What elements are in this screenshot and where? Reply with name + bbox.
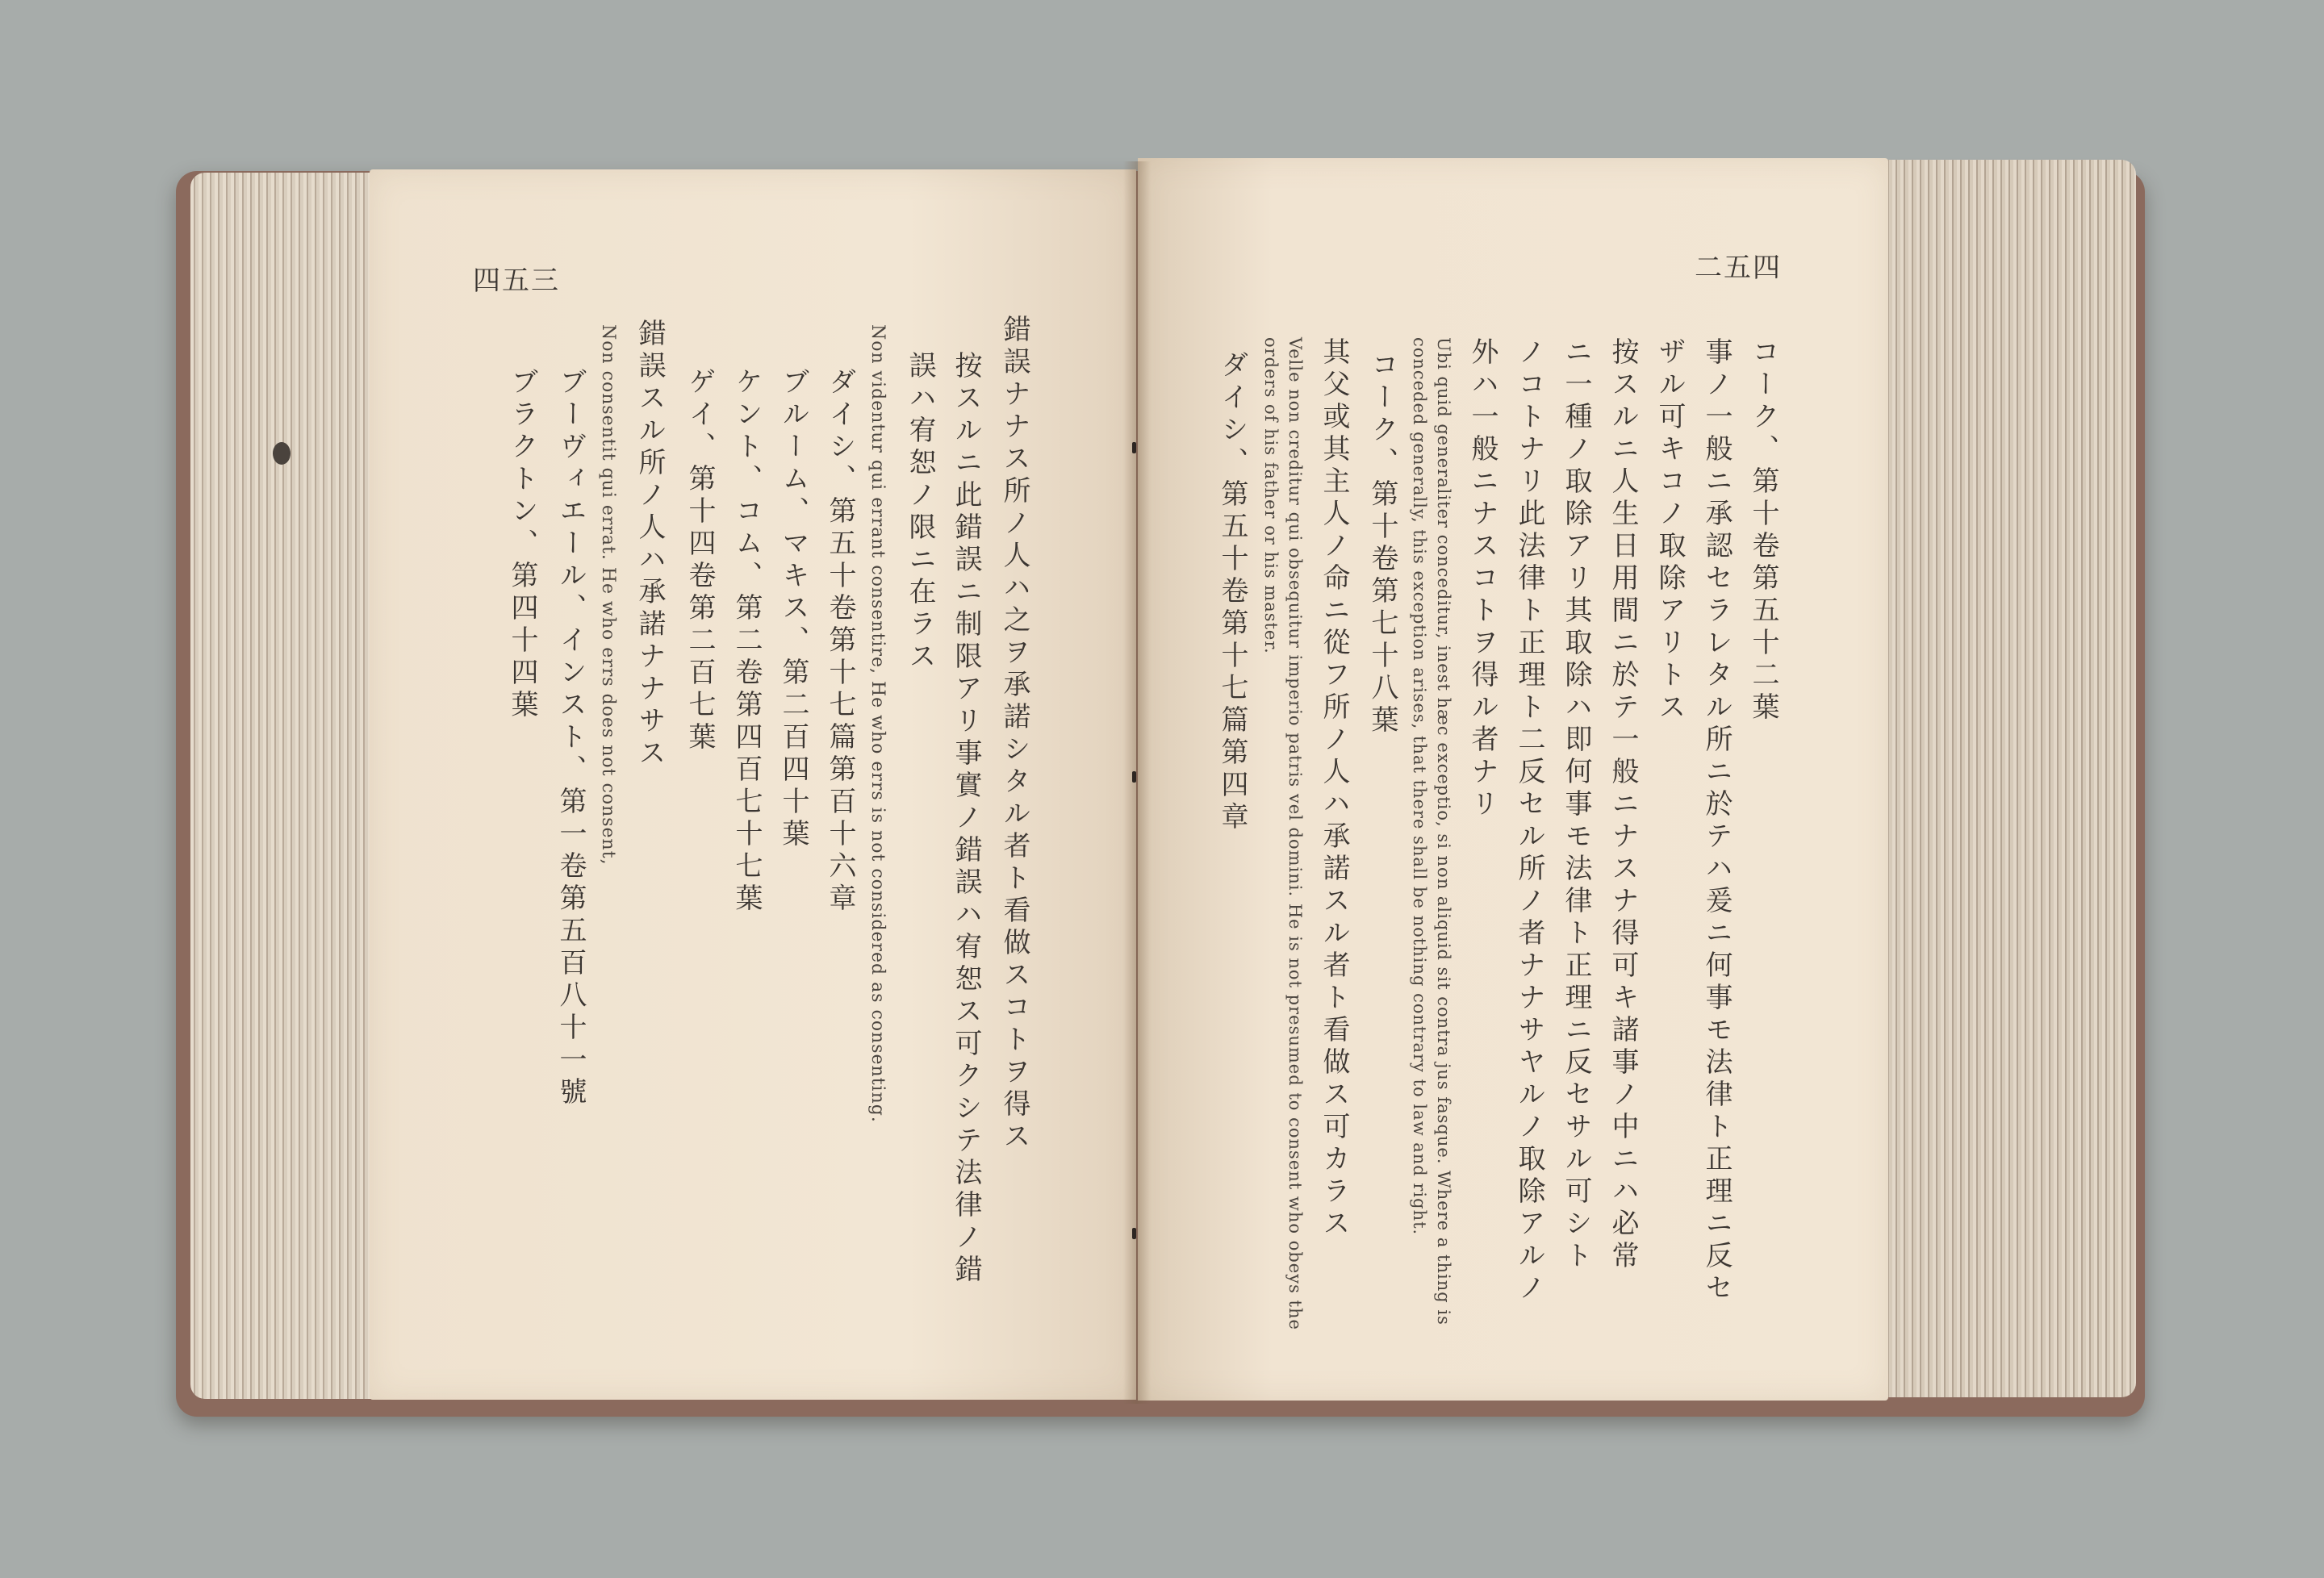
latin-maxim: Non consentit qui errat. He who errs does not consent, bbox=[598, 324, 618, 866]
binding-stitch bbox=[1132, 442, 1136, 453]
latin-maxim: orders of his father or his master. bbox=[1261, 337, 1281, 654]
latin-maxim: Velle non creditur qui obsequitur imperio patris vel domini. He is not presumed to consent who obeys the bbox=[1285, 337, 1305, 1330]
text-column: 其父或其主人ノ命ニ從フ所ノ人ハ承諾スル者ト看做ス可カラス bbox=[1318, 337, 1350, 1241]
citation: ブルーム、マキス、第二百四十葉 bbox=[777, 367, 809, 851]
text-column: 外ハ一般ニナスコトヲ得ル者ナリ bbox=[1466, 337, 1498, 821]
binding-stitch bbox=[1132, 771, 1136, 783]
left-page bbox=[370, 169, 1136, 1400]
citation: ケント、コム、第二卷第四百七十七葉 bbox=[730, 367, 763, 916]
citation: ダイシ、第五十卷第十七篇第百十六章 bbox=[824, 367, 856, 916]
text-column: ザル可キコノ取除アリトス bbox=[1653, 337, 1686, 724]
page-number: 二五四 bbox=[1695, 252, 1782, 284]
text-column: 按スルニ人生日用間ニ於テ一般ニナスナ得可キ諸事ノ中ニハ必常 bbox=[1607, 337, 1639, 1273]
citation: ダイシ、第五十卷第十七篇第四章 bbox=[1216, 350, 1248, 834]
text-column: ニ一種ノ取除アリ其取除ハ即何事モ法律ト正理ニ反セサル可シト bbox=[1560, 337, 1592, 1273]
text-column: 按スルニ此錯誤ニ制限アリ事實ノ錯誤ハ宥恕ス可クシテ法律ノ錯 bbox=[950, 351, 982, 1287]
text-column: 事ノ一般ニ承認セラレタル所ニ於テハ爰ニ何事モ法律ト正理ニ反セ bbox=[1700, 337, 1733, 1305]
latin-maxim: conceded generally, this exception arises, that there shall be nothing contrary to law and right. bbox=[1410, 337, 1429, 1236]
citation: ブーヴィエール、インスト、第一卷第五百八十一號 bbox=[554, 367, 587, 1109]
citation: コーク、第十卷第五十二葉 bbox=[1747, 337, 1779, 724]
right-page bbox=[1138, 158, 1888, 1401]
book-gutter bbox=[1123, 161, 1151, 1404]
latin-maxim: Ubi quid generaliter conceditur, inest hæc exceptio, si non aliquid sit contra jus fasque. Where a thing is bbox=[1434, 337, 1453, 1325]
citation: ゲイ、第十四卷第二百七葉 bbox=[683, 367, 716, 754]
text-column: ノコトナリ此法律ト正理ト二反セル所ノ者ナナサヤルノ取除アルノ bbox=[1513, 337, 1545, 1305]
latin-maxim: Non videntur qui errant consentire, He who errs is not considered as consenting. bbox=[867, 324, 888, 1123]
page-edges-right bbox=[1876, 160, 2136, 1397]
binding-stitch bbox=[1132, 1228, 1136, 1239]
page-number: 四五三 bbox=[473, 265, 560, 297]
text-column: 誤ハ宥恕ノ限ニ在ラス bbox=[904, 351, 936, 674]
binding-hole bbox=[273, 442, 290, 465]
citation: ブラクトン、第四十四葉 bbox=[506, 367, 538, 722]
text-column: 錯誤ナナス所ノ人ハ之ヲ承諾シタル者ト看做スコトヲ得ス bbox=[998, 315, 1030, 1154]
text-column: 錯誤スル所ノ人ハ承諾ナナサス bbox=[633, 319, 666, 770]
citation: コーク、第十卷第七十八葉 bbox=[1366, 350, 1398, 737]
page-edges-left bbox=[190, 173, 382, 1399]
